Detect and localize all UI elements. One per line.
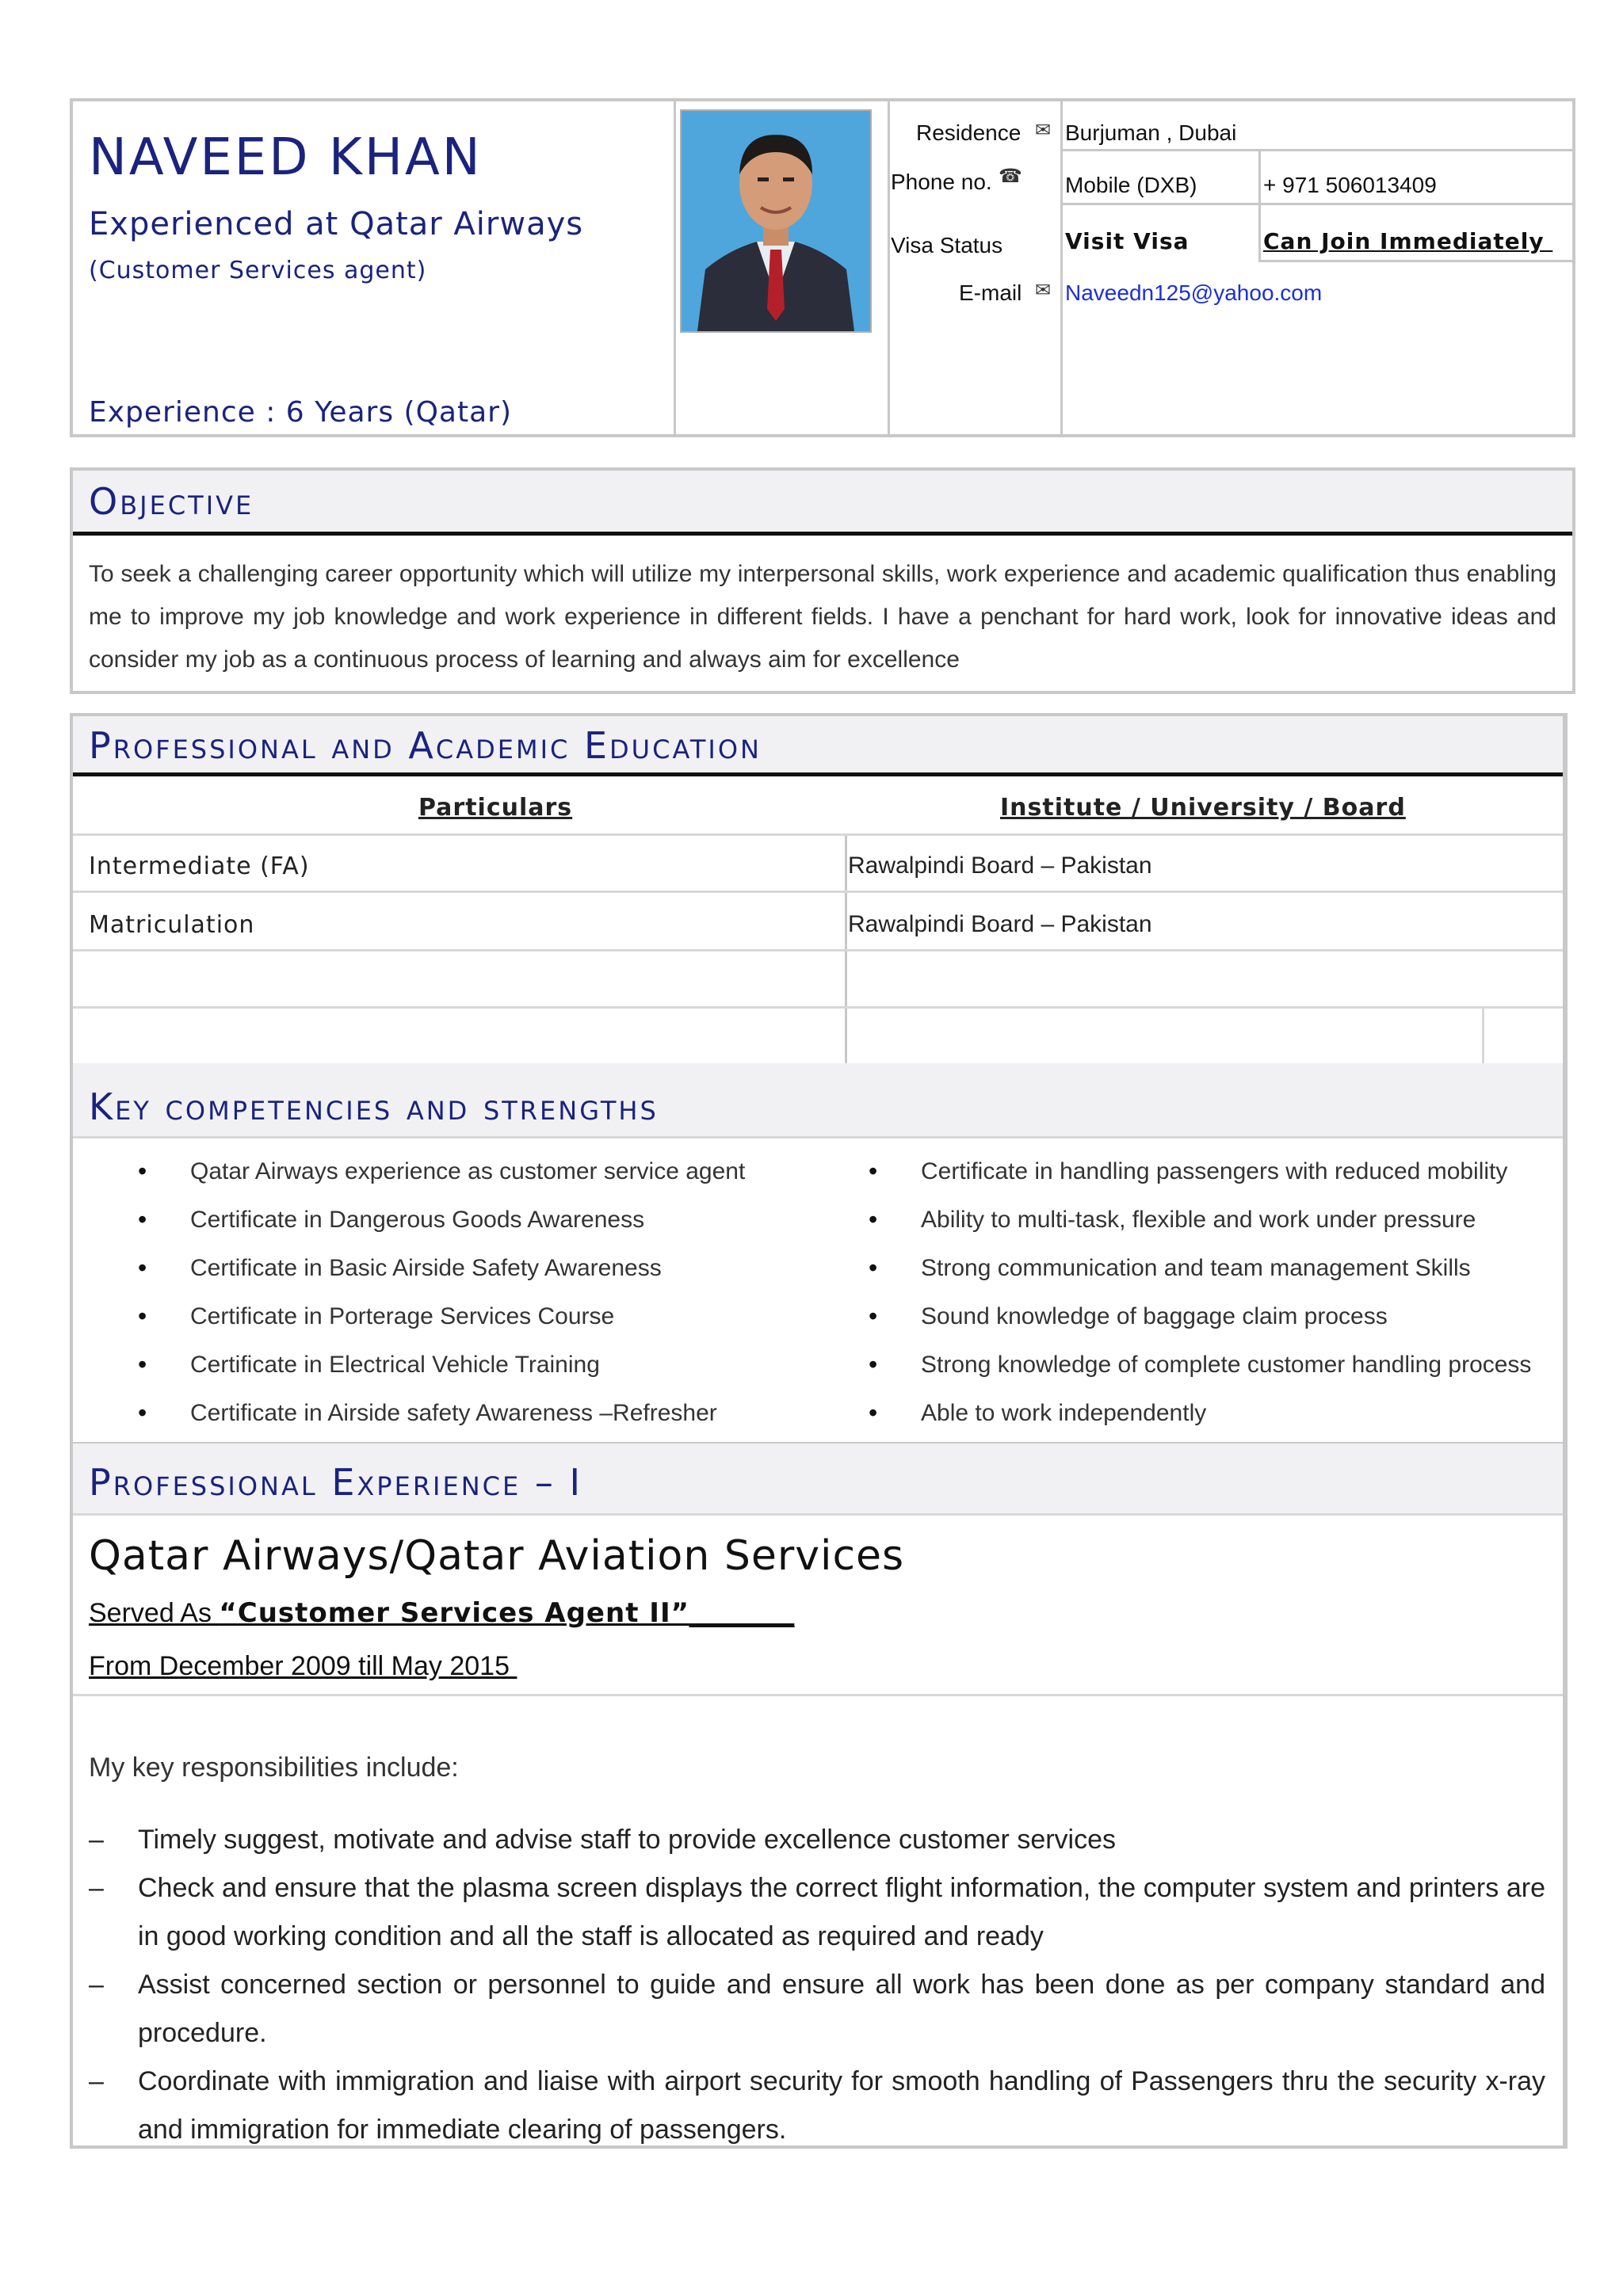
table-row-particular: Intermediate (FA): [89, 852, 310, 880]
served-role: “Customer Services Agent II”: [219, 1597, 689, 1629]
divider: [73, 833, 1563, 836]
company-name: Qatar Airways/Qatar Aviation Services: [89, 1532, 905, 1580]
table-row-particular: Matriculation: [89, 911, 255, 939]
divider: [1258, 260, 1572, 262]
objective-section: [70, 467, 1575, 694]
divider: [1060, 101, 1063, 434]
mobile-value: + 971 506013409: [1263, 173, 1437, 197]
responsibilities-list: [89, 1816, 1545, 2154]
table-row-institute: Rawalpindi Board – Pakistan: [848, 852, 1152, 879]
profile-photo: [680, 109, 872, 333]
visa-value: Visit Visa: [1065, 228, 1190, 254]
divider: [888, 101, 890, 434]
responsibilities-intro: My key responsibilities include:: [89, 1753, 459, 1783]
objective-header: [73, 471, 1572, 536]
list-item: • Strong communication and team management Skills: [869, 1244, 1531, 1292]
divider: [73, 1006, 1563, 1009]
experience-years: Experience : 6 Years (Qatar): [89, 396, 513, 429]
competencies-section: [70, 1063, 1568, 1445]
divider: [845, 833, 847, 1063]
list-item: • Able to work independently: [869, 1389, 1531, 1437]
table-row-institute: Rawalpindi Board – Pakistan: [848, 911, 1152, 937]
divider: [1258, 151, 1261, 260]
list-item: • Sound knowledge of baggage claim process: [869, 1292, 1531, 1341]
served-as: [89, 1597, 794, 1629]
visa-note: Can Join Immediately: [1263, 228, 1553, 254]
list-item: • Certificate in Porterage Services Course: [138, 1292, 745, 1341]
list-item: • Qatar Airways experience as customer service agent: [138, 1147, 745, 1196]
phone-icon: ☎: [999, 166, 1022, 187]
list-item: – Check and ensure that the plasma screen displays the correct flight information, the computer system and printers are in good working condition and all the staff is allocated as required and ready: [89, 1864, 1545, 1961]
residence-value: Burjuman , Dubai: [1065, 120, 1237, 145]
experience-header: [73, 1444, 1563, 1516]
list-item: • Ability to multi-task, flexible and work under pressure: [869, 1196, 1531, 1244]
competencies-header: [73, 1063, 1563, 1138]
list-item: – Coordinate with immigration and liaise with airport security for smooth handling of Passengers thru the security x-ray and immigration for immediate clearing of passengers.: [89, 2058, 1545, 2154]
divider: [1060, 149, 1572, 151]
divider: [674, 101, 676, 434]
list-item: • Certificate in Basic Airside Safety Awareness: [138, 1244, 745, 1292]
served-prefix: Served As: [89, 1598, 220, 1628]
residence-label: Residence: [916, 120, 1022, 145]
col-particulars: Particulars: [418, 794, 573, 822]
education-header: [73, 716, 1563, 776]
list-item: • Certificate in Dangerous Goods Awareness: [138, 1196, 745, 1244]
portrait-image: [682, 111, 870, 331]
phone-label: Phone no.: [891, 170, 992, 194]
headline: Experienced at Qatar Airways: [89, 206, 584, 242]
divider: [73, 1694, 1563, 1696]
competencies-right-list: [869, 1147, 1531, 1437]
list-item: • Certificate in handling passengers with reduced mobility: [869, 1147, 1531, 1196]
mobile-label: Mobile (DXB): [1065, 173, 1197, 197]
employment-period: From December 2009 till May 2015: [89, 1651, 517, 1681]
email-link[interactable]: Naveedn125@yahoo.com: [1065, 280, 1323, 305]
envelope-icon: ✉: [1035, 120, 1052, 141]
list-item: • Certificate in Airside safety Awareness –Refresher: [138, 1389, 745, 1437]
served-suffix: _______: [689, 1598, 795, 1628]
education-title: Professional and Academic Education: [89, 724, 762, 767]
list-item: • Strong knowledge of complete customer handling process: [869, 1341, 1531, 1389]
subline: (Customer Services agent): [89, 257, 427, 284]
list-item: – Assist concerned section or personnel to guide and ensure all work has been done as per company standard and procedure.: [89, 1961, 1545, 2058]
education-section: [70, 713, 1568, 1066]
candidate-name: NAVEED KHAN: [89, 128, 483, 187]
experience-title: Professional Experience – I: [89, 1461, 583, 1504]
mail-icon: ✉: [1035, 280, 1052, 301]
header-box: [70, 98, 1575, 437]
divider: [1060, 203, 1572, 205]
competencies-title: Key competencies and strengths: [89, 1085, 659, 1128]
divider: [1482, 1006, 1484, 1063]
email-label: E-mail: [959, 280, 1022, 305]
list-item: – Timely suggest, motivate and advise staff to provide excellence customer services: [89, 1816, 1545, 1864]
divider: [73, 891, 1563, 893]
list-item: • Certificate in Electrical Vehicle Training: [138, 1341, 745, 1389]
visa-label: Visa Status: [891, 233, 1003, 257]
divider: [73, 949, 1563, 952]
competencies-left-list: [138, 1147, 745, 1437]
col-institute: Institute / University / Board: [1000, 794, 1406, 822]
objective-title: Objective: [89, 480, 254, 523]
experience-section: [70, 1444, 1568, 2149]
objective-text: To seek a challenging career opportunity which will utilize my interpersonal skills, work experience and academic qualification thus enabling me to improve my job knowledge and work experience in different fields. I have a penchant for hard work, look for innovative ideas and consider my job as a continuous process of learning and always aim for excellence: [89, 561, 1556, 673]
